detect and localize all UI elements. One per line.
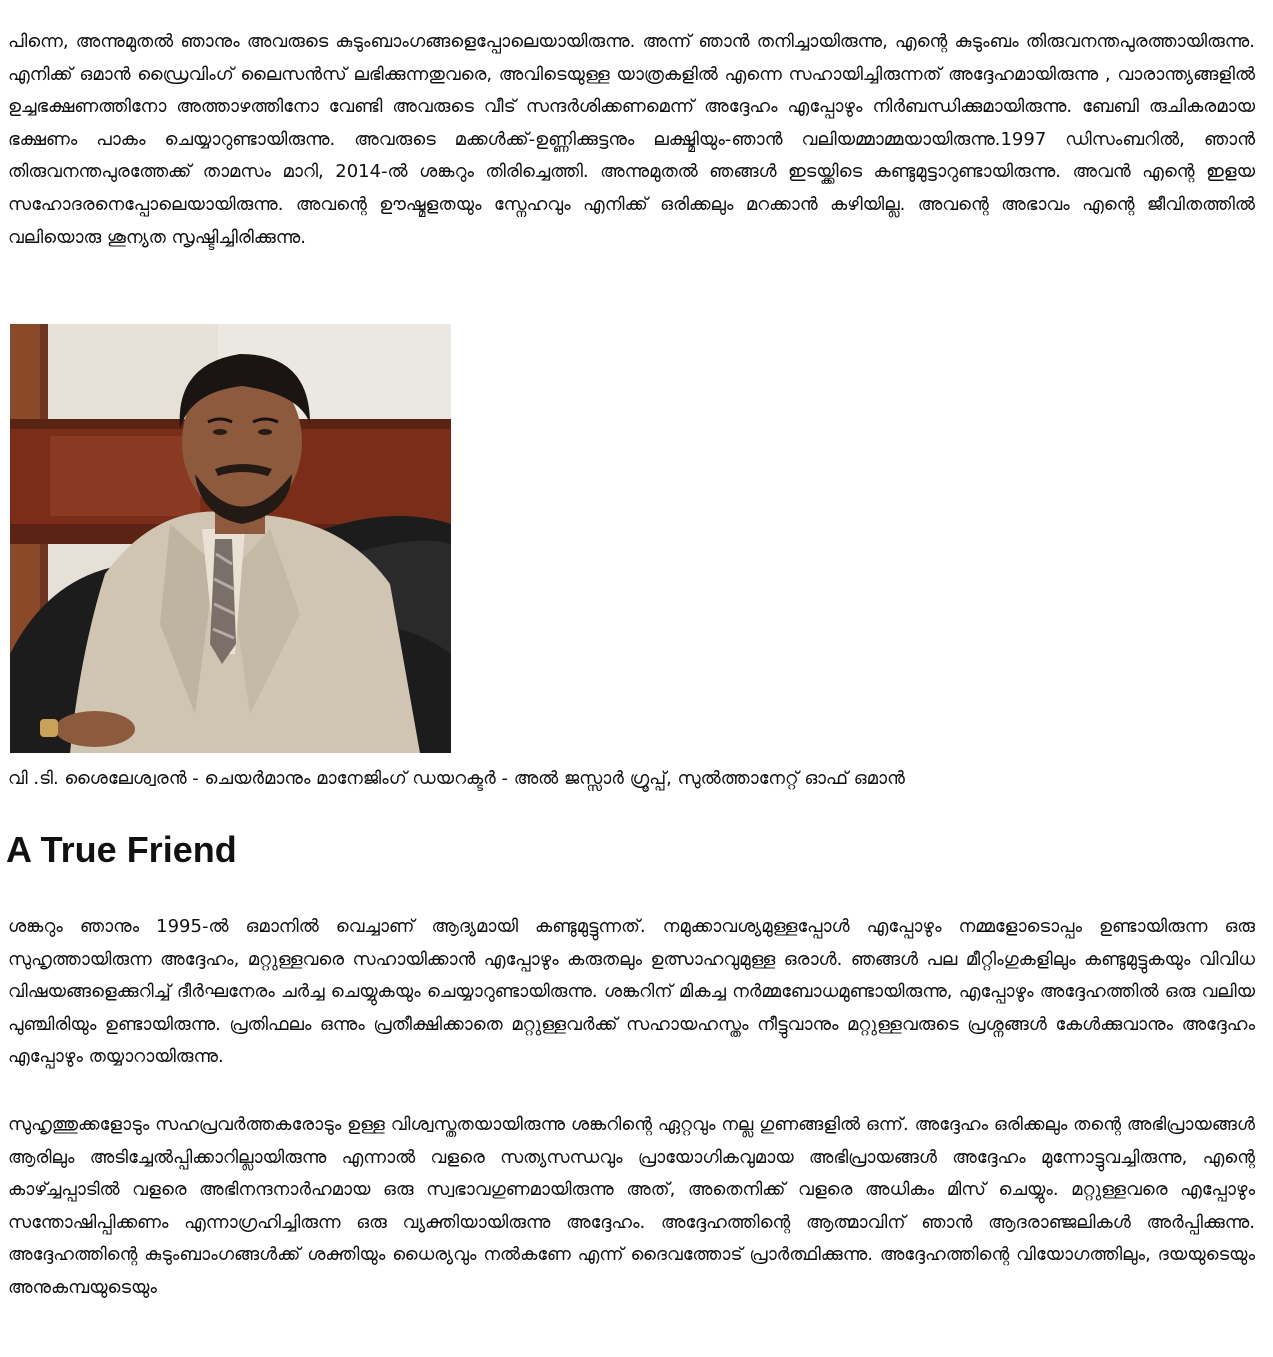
photo-caption: വി .ടി. ശൈലേശ്വരൻ - ചെയർമാനും മാനേജിംഗ് ഡയറക്ടർ - അൽ ജസ്സാർ ഗ്രൂപ്പ്, സുൽത്താനേറ്റ് ഓഫ് ഒമാൻ — [8, 768, 905, 789]
article-paragraph-1: പിന്നെ, അന്നുമുതൽ ഞാനും അവരുടെ കുടുംബാംഗങ്ങളെപ്പോലെയായിരുന്നു. അന്ന് ഞാൻ തനിച്ചായിരുന്നു, എന്റെ കുടുംബം തിരുവനന്തപുരത്തായിരുന്നു. എനിക്ക് ഒമാൻ ഡ്രൈവിംഗ് ലൈസൻസ് ലഭിക്കുന്നതുവരെ, അവിടെയുള്ള യാത്രകളിൽ എന്നെ സഹായിച്ചിരുന്നത് അദ്ദേഹമായിരുന്നു , വാരാന്ത്യങ്ങളിൽ ഉച്ചഭക്ഷണത്തിനോ അത്താഴത്തിനോ വേണ്ടി അവരുടെ വീട് സന്ദർശിക്കണമെന്ന് അദ്ദേഹം എപ്പോഴും നിർബന്ധിക്കുമായിരുന്നു. ബേബി രുചികരമായ ഭക്ഷണം പാകം ചെയ്യാറുണ്ടായിരുന്നു. അവരുടെ മക്കൾക്ക്-ഉണ്ണിക്കുട്ടനും ലക്ഷ്മിയും-ഞാൻ വലിയമ്മാമ്മയായിരുന്നു.1997 ഡിസംബറിൽ, ഞാൻ തിരുവനന്തപുരത്തേക്ക് താമസം മാറി, 2014-ൽ ശങ്കറും തിരിച്ചെത്തി. അന്നുമുതൽ ഞങ്ങൾ ഇടയ്ക്കിടെ കണ്ടുമുട്ടാറുണ്ടായിരുന്നു. അവൻ എന്റെ ഇളയ സഹോദരനെപ്പോലെയായിരുന്നു. അവന്റെ ഊഷ്മളതയും സ്നേഹവും എനിക്ക് ഒരിക്കലും മറക്കാൻ കഴിയില്ല. അവന്റെ അഭാവം എന്റെ ജീവിതത്തിൽ വലിയൊരു ശൂന്യത സൃഷ്ടിച്ചിരിക്കുന്നു. — [8, 31, 1255, 248]
article-paragraph-2: ശങ്കറും ഞാനും 1995-ൽ ഒമാനിൽ വെച്ചാണ് ആദ്യമായി കണ്ടുമുട്ടുന്നത്. നമുക്കാവശ്യമുള്ളപ്പോൾ എപ്പോഴും നമ്മളോടൊപ്പം ഉണ്ടായിരുന്ന ഒരു സുഹൃത്തായിരുന്ന അദ്ദേഹം, മറ്റുള്ളവരെ സഹായിക്കാൻ എപ്പോഴും കരുതലും ഉത്സാഹവുമുള്ള ഒരാൾ. ഞങ്ങൾ പല മീറ്റിംഗുകളിലും കണ്ടുമുട്ടുകയും വിവിധ വിഷയങ്ങളെക്കുറിച്ച് ദീർഘനേരം ചർച്ച ചെയ്യുകയും ചെയ്യാറുണ്ടായിരുന്നു. ശങ്കറിന് മികച്ച നർമ്മബോധമുണ്ടായിരുന്നു, എപ്പോഴും അദ്ദേഹത്തിൽ ഒരു വലിയ പുഞ്ചിരിയും ഉണ്ടായിരുന്നു. പ്രതിഫലം ഒന്നും പ്രതീക്ഷിക്കാതെ മറ്റുള്ളവർക്ക് സഹായഹസ്തം നീട്ടുവാനും മറ്റുള്ളവരുടെ പ്രശ്നങ്ങൾ കേൾക്കുവാനും അദ്ദേഹം എപ്പോഴും തയ്യാറായിരുന്നു. — [8, 916, 1255, 1068]
article-paragraph-3: സുഹൃത്തുക്കളോടും സഹപ്രവർത്തകരോടും ഉള്ള വിശ്വസ്തതയായിരുന്നു ശങ്കറിന്റെ ഏറ്റവും നല്ല ഗുണങ്ങളിൽ ഒന്ന്. അദ്ദേഹം ഒരിക്കലും തന്റെ അഭിപ്രായങ്ങൾ ആരിലും അടിച്ചേൽപ്പിക്കാറില്ലായിരുന്നു എന്നാൽ വളരെ സത്യസന്ധവും പ്രായോഗികവുമായ അഭിപ്രായങ്ങൾ അദ്ദേഹം മുന്നോട്ടുവച്ചിരുന്നു, എന്റെ കാഴ്ച്ചപ്പാടിൽ വളരെ അഭിനന്ദനാർഹമായ ഒരു സ്വഭാവഗുണമായിരുന്നു അത്, അതെനിക്ക് വളരെ അധികം മിസ് ചെയ്യും. മറ്റുള്ളവരെ എപ്പോഴും സന്തോഷിപ്പിക്കണം എന്നാഗ്രഹിച്ചിരുന്ന ഒരു വ്യക്തിയായിരുന്നു അദ്ദേഹം. അദ്ദേഹത്തിന്റെ ആത്മാവിന് ഞാൻ ആദരാഞ്ജലികൾ അർപ്പിക്കുന്നു. അദ്ദേഹത്തിന്റെ കുടുംബാംഗങ്ങൾക്ക് ശക്തിയും ധൈര്യവും നൽകണേ എന്ന് ദൈവത്തോട് പ്രാർത്ഥിക്കുന്നു. അദ്ദേഹത്തിന്റെ വിയോഗത്തിലും, ദയയുടെയും അനുകമ്പയുടെയും — [8, 1114, 1255, 1298]
portrait-photo — [10, 324, 451, 753]
section-heading: A True Friend — [6, 829, 237, 870]
